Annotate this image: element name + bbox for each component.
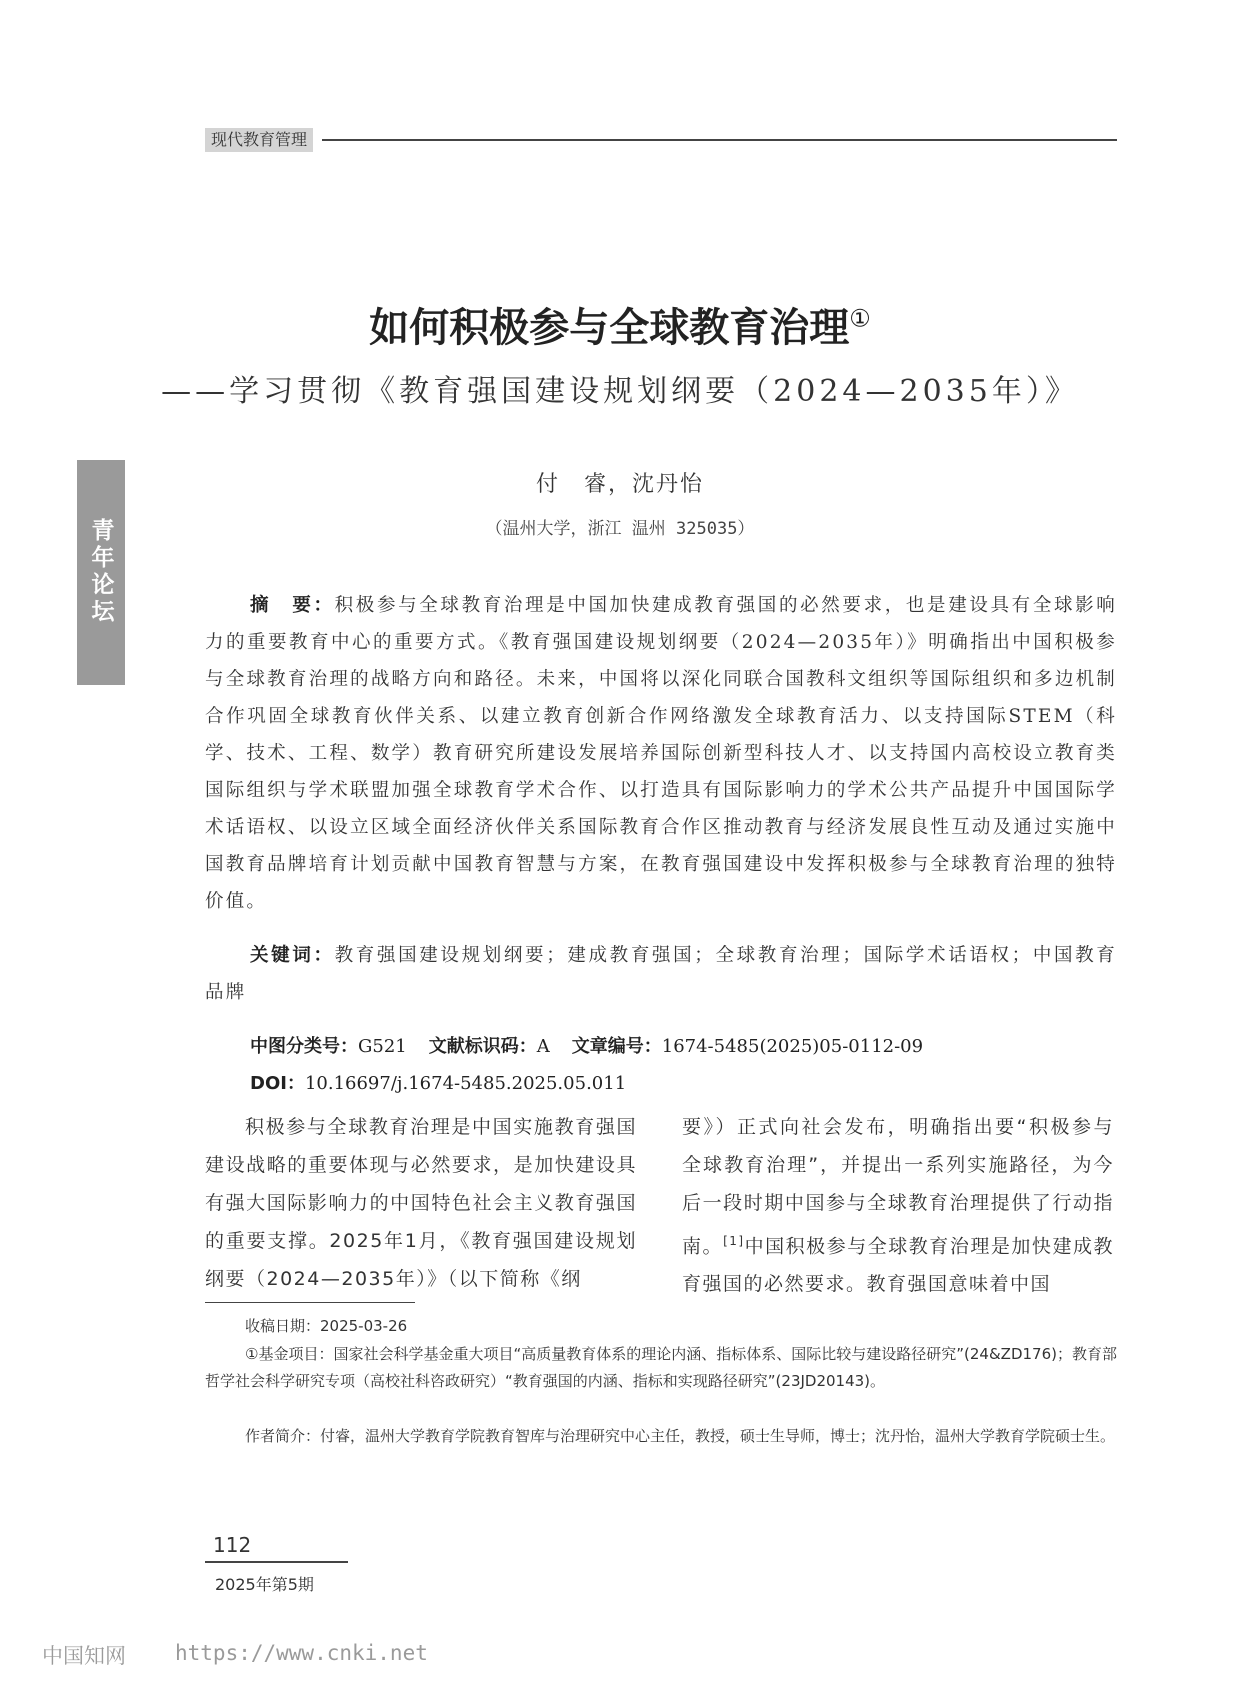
watermark-source-url[interactable]: https://www.cnki.net xyxy=(175,1641,428,1665)
footnote-received: 收稿日期：2025-03-26 xyxy=(245,1317,408,1335)
page-rule xyxy=(205,1561,348,1563)
header-rule xyxy=(322,139,1117,141)
body-right-text-b: 中国积极参与全球教育治理是加快建成教育强国的必然要求。教育强国意味着中国 xyxy=(682,1235,1114,1296)
doi-label: DOI： xyxy=(250,1073,305,1094)
doc-code-label: 文献标识码： xyxy=(428,1036,537,1057)
abstract xyxy=(205,587,1117,920)
article-title xyxy=(0,296,1240,353)
section-tab-label: 青年论坛 xyxy=(87,518,114,626)
journal-name: 现代教育管理 xyxy=(205,128,313,152)
doi-value[interactable]: 10.16697/j.1674-5485.2025.05.011 xyxy=(304,1073,627,1094)
body-column-right xyxy=(682,1108,1114,1303)
abstract-label: 摘 要： xyxy=(250,595,335,616)
clc-value: G521 xyxy=(358,1036,407,1057)
doi-line xyxy=(250,1069,626,1095)
footnote-authors: 作者简介：付睿，温州大学教育学院教育智库与治理研究中心主任，教授，硕士生导师，博士；沈丹怡，温州大学教育学院硕士生。 xyxy=(245,1427,1116,1445)
issue-label: 2025年第5期 xyxy=(215,1575,314,1594)
keywords-text: 教育强国建设规划纲要；建成教育强国；全球教育治理；国际学术话语权；中国教育品牌 xyxy=(205,945,1117,1003)
page-number: 112 xyxy=(213,1533,252,1557)
affiliation: （温州大学，浙江 温州 325035） xyxy=(485,519,755,539)
classification-line xyxy=(250,1032,923,1058)
title-footnote-mark: ① xyxy=(849,304,871,333)
article-subtitle: ——学习贯彻《教育强国建设规划纲要（2024—2035年）》 xyxy=(161,374,1079,409)
watermark-source-name: 中国知网 xyxy=(42,1644,126,1668)
article-title-text: 如何积极参与全球教育治理 xyxy=(369,304,850,351)
footnote-fund: ①基金项目：国家社会科学基金重大项目“高质量教育体系的理论内涵、指标体系、国际比较与建设路径研究”(24&ZD176)；教育部哲学社会科学研究专项（高校社科咨政研究）“教育强国的内涵、指标和实现路径研究”(23JD20143)。 xyxy=(205,1345,1117,1390)
article-number-value: 1674-5485(2025)05-0112-09 xyxy=(661,1036,924,1057)
body-column-left: 积极参与全球教育治理是中国实施教育强国建设战略的重要体现与必然要求，是加快建设具有强大国际影响力的中国特色社会主义教育强国的重要支撑。2025年1月，《教育强国建设规划纲要（2024—2035年）》（以下简称《纲 xyxy=(205,1116,637,1290)
keywords xyxy=(205,937,1117,1011)
citation-ref[interactable]: [1] xyxy=(723,1234,745,1248)
keywords-label: 关键词： xyxy=(250,945,335,966)
footnote-rule xyxy=(205,1302,415,1303)
doc-code-value: A xyxy=(536,1036,550,1057)
clc-label: 中图分类号： xyxy=(250,1036,358,1057)
authors: 付 睿，沈丹怡 xyxy=(535,472,704,497)
body-right-text-a: 要》）正式向社会发布，明确指出要“积极参与全球教育治理”，并提出一系列实施路径，为今后一段时期中国参与全球教育治理提供了行动指南。 xyxy=(682,1116,1114,1258)
abstract-text: 积极参与全球教育治理是中国加快建成教育强国的必然要求，也是建设具有全球影响力的重要教育中心的重要方式。《教育强国建设规划纲要（2024—2035年）》明确指出中国积极参与全球教育治理的战略方向和路径。未来，中国将以深化同联合国教科文组织等国际组织和多边机制合作巩固全球教育伙伴关系、以建立教育创新合作网络激发全球教育活力、以支持国际STEM（科学、技术、工程、数学）教育研究所建设发展培养国际创新型科技人才、以支持国内高校设立教育类国际组织与学术联盟加强全球教育学术合作、以打造具有国际影响力的学术公共产品提升中国国际学术话语权、以设立区域全面经济伙伴关系国际教育合作区推动教育与经济发展良性互动及通过实施中国教育品牌培育计划贡献中国教育智慧与方案，在教育强国建设中发挥积极参与全球教育治理的独特价值。 xyxy=(205,595,1117,912)
article-number-label: 文章编号： xyxy=(571,1036,662,1057)
